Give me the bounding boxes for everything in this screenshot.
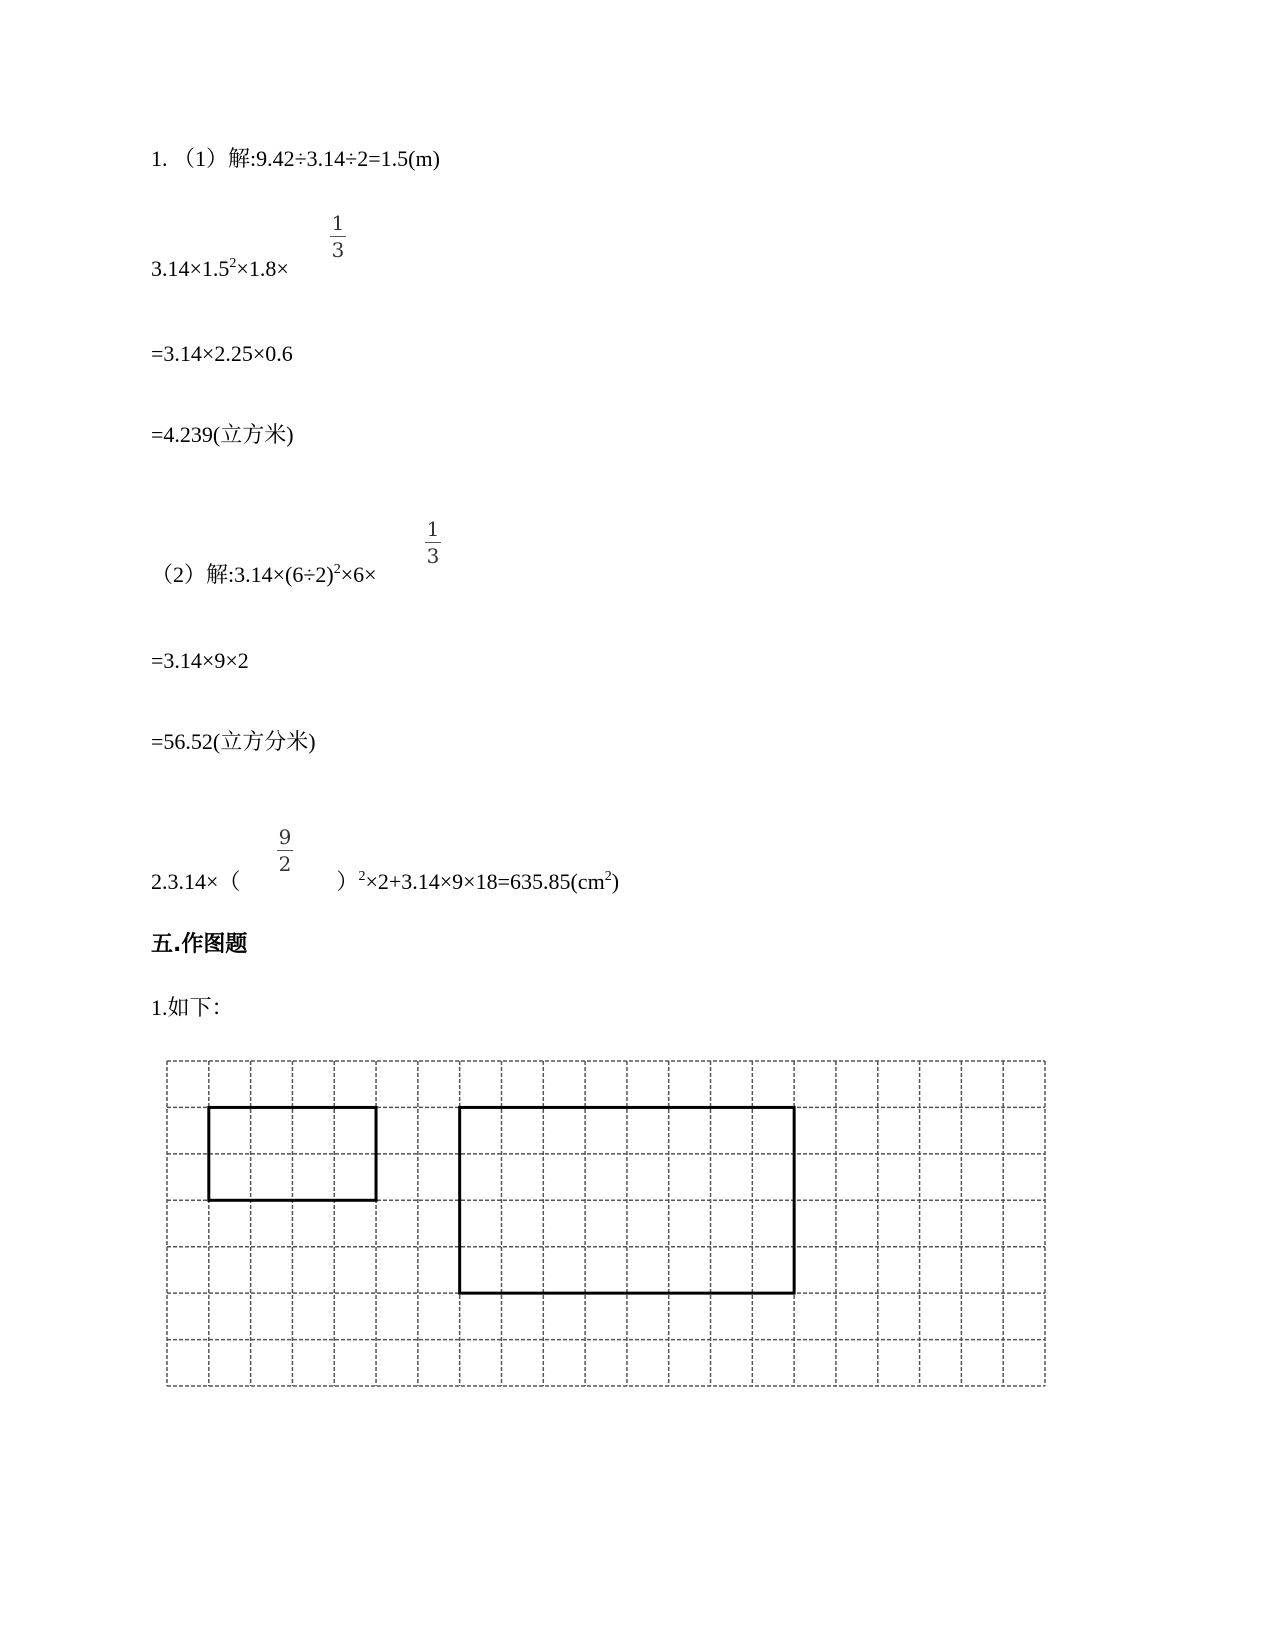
section-heading: 五.作图题 <box>151 932 248 957</box>
q1-2-line2: =3.14×9×2 <box>151 648 249 673</box>
fraction-numerator: 9 <box>278 825 292 849</box>
fraction-denominator: 2 <box>278 852 292 876</box>
fraction-denominator: 3 <box>331 238 345 262</box>
q1-2-line1-base: （2）解:3.14×(6÷2) <box>151 562 334 587</box>
q2-middle: ×2+3.14×9×18=635.85(cm <box>365 869 605 894</box>
q1-1-line3: =3.14×2.25×0.6 <box>151 341 293 366</box>
section-item-1: 1.如下： <box>151 995 234 1020</box>
q1-2-line3: =56.52(立方分米) <box>151 729 316 754</box>
q1-1-line2-rest: ×1.8× <box>236 256 289 281</box>
q1-1-line4: =4.239(立方米) <box>151 422 294 447</box>
q2-close-paren: ） <box>336 869 359 894</box>
q2-suffix: ) <box>611 869 620 894</box>
q2-unit-exponent: 2 <box>604 869 612 884</box>
q2-exponent: 2 <box>358 869 366 884</box>
fraction-denominator: 3 <box>426 544 440 568</box>
q1-2-line1-rest: ×6× <box>340 562 377 587</box>
q1-1-line2-base: 3.14×1.5 <box>151 256 230 281</box>
q1-1-line2-exponent: 2 <box>229 256 237 271</box>
q2-prefix: 2.3.14×（ <box>151 869 241 894</box>
q1-2-line1-exponent: 2 <box>333 562 341 577</box>
fraction-numerator: 1 <box>331 211 345 235</box>
fraction-numerator: 1 <box>426 517 440 541</box>
q1-1-line1: 1. （1）解:9.42÷3.14÷2=1.5(m) <box>151 146 440 171</box>
